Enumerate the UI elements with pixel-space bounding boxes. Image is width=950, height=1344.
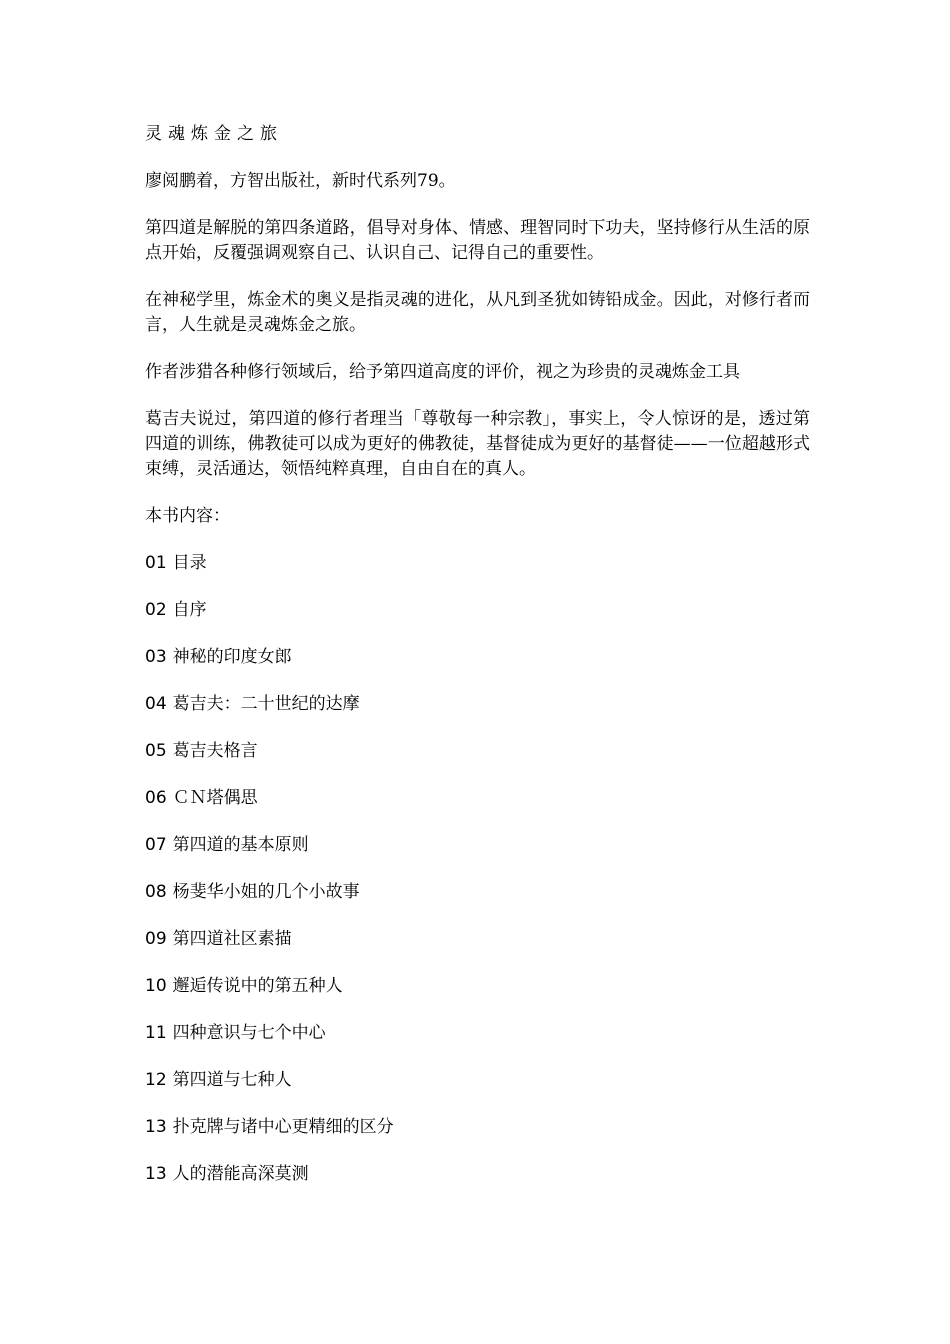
toc-item-label: 第四道社区素描: [172, 929, 292, 949]
toc-item-label: 第四道与七种人: [172, 1070, 292, 1090]
toc-item-number: 12: [145, 1070, 167, 1090]
toc-item-number: 11: [145, 1023, 167, 1043]
paragraph-evaluation: 作者涉猎各种修行领域后，给予第四道高度的评价，视之为珍贵的灵魂炼金工具: [145, 362, 740, 382]
toc-item-number: 02: [145, 600, 167, 620]
toc-item: [145, 1068, 810, 1093]
document-title: 灵魂炼金之旅: [145, 124, 283, 144]
toc-item: [145, 786, 810, 811]
toc-item-number: 10: [145, 976, 167, 996]
paragraph-gurdjieff-quote: 葛吉夫说过，第四道的修行者理当「尊敬每一种宗教」，事实上，令人惊讶的是，透过第四道的训练，佛教徒可以成为更好的佛教徒，基督徒成为更好的基督徒——一位超越形式束缚，灵活通达，领悟纯粹真理，自由自在的真人。: [145, 409, 810, 479]
toc-item: [145, 1021, 810, 1046]
toc-item-label: 邂逅传说中的第五种人: [172, 976, 343, 996]
toc-item: [145, 739, 810, 764]
document-byline: 廖阅鹏着，方智出版社，新时代系列79。: [145, 171, 456, 191]
document-page: [145, 122, 810, 1187]
toc-item-label: ＣＮ塔偶思: [172, 788, 258, 808]
toc-item-number: 13: [145, 1117, 167, 1137]
toc-item-label: 四种意识与七个中心: [172, 1023, 326, 1043]
toc-item: [145, 645, 810, 670]
toc-header: 本书内容：: [145, 506, 230, 526]
table-of-contents: [145, 551, 810, 1187]
toc-item: [145, 927, 810, 952]
paragraph-intro: 第四道是解脱的第四条道路，倡导对身体、情感、理智同时下功夫，坚持修行从生活的原点开始，反覆强调观察自己、认识自己、记得自己的重要性。: [145, 218, 810, 263]
toc-item: [145, 551, 810, 576]
toc-item-label: 葛吉夫格言: [172, 741, 258, 761]
toc-item: [145, 833, 810, 858]
toc-item-number: 13: [145, 1164, 167, 1184]
toc-item-label: 目录: [172, 553, 207, 573]
toc-item: [145, 974, 810, 999]
toc-item-number: 08: [145, 882, 167, 902]
toc-item-number: 09: [145, 929, 167, 949]
toc-item-number: 03: [145, 647, 167, 667]
toc-item-number: 07: [145, 835, 167, 855]
toc-item-label: 葛吉夫：二十世纪的达摩: [172, 694, 360, 714]
toc-item-label: 神秘的印度女郎: [172, 647, 292, 667]
toc-item-label: 第四道的基本原则: [172, 835, 309, 855]
toc-item-number: 05: [145, 741, 167, 761]
toc-item: [145, 1115, 810, 1140]
paragraph-alchemy: 在神秘学里，炼金术的奥义是指灵魂的进化，从凡到圣犹如铸铅成金。因此，对修行者而言，人生就是灵魂炼金之旅。: [145, 290, 810, 335]
toc-item-number: 01: [145, 553, 167, 573]
toc-item: [145, 880, 810, 905]
toc-item-number: 04: [145, 694, 167, 714]
toc-item: [145, 598, 810, 623]
toc-item: [145, 1162, 810, 1187]
toc-item-label: 扑克牌与诸中心更精细的区分: [172, 1117, 394, 1137]
toc-item: [145, 692, 810, 717]
toc-item-label: 自序: [172, 600, 207, 620]
toc-item-number: 06: [145, 788, 167, 808]
toc-item-label: 杨斐华小姐的几个小故事: [172, 882, 360, 902]
toc-item-label: 人的潜能高深莫测: [172, 1164, 309, 1184]
